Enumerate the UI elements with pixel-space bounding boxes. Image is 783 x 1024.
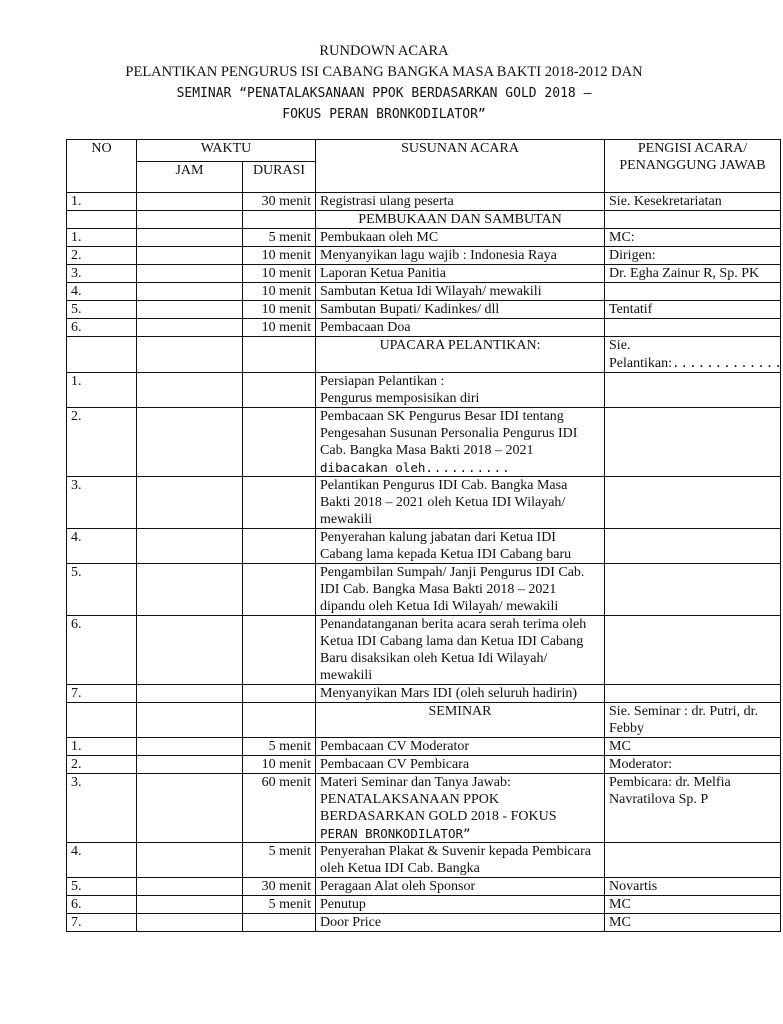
title-line-2: PELANTIKAN PENGURUS ISI CABANG BANGKA MASA BAKTI 2018-2012 DAN [125, 64, 643, 80]
row-jam [137, 193, 243, 211]
row-acara: Registrasi ulang peserta [316, 193, 605, 211]
row-durasi [243, 373, 316, 408]
title-line-1: RUNDOWN ACARA [319, 43, 449, 59]
row-jam [137, 738, 243, 756]
row-durasi: 10 menit [243, 319, 316, 337]
row-acara: Penandatanganan berita acara serah terima oleh Ketua IDI Cabang lama dan Ketua IDI Cabang Baru disaksikan oleh Ketua Idi Wilayah/ mewakili [316, 616, 605, 685]
table-row [67, 301, 781, 319]
table-row [67, 193, 781, 211]
row-acara: Laporan Ketua Panitia [316, 265, 605, 283]
section-pengisi: Sie. Seminar : dr. Putri, dr. Febby [605, 703, 781, 738]
table-row [67, 477, 781, 529]
row-pengisi: Sie. Kesekretariatan [605, 193, 781, 211]
row-durasi: 60 menit [243, 774, 316, 843]
row-durasi: 10 menit [243, 265, 316, 283]
row-acara: Pengambilan Sumpah/ Janji Pengurus IDI Cab. IDI Cab. Bangka Masa Bakti 2018 – 2021 dipandu oleh Ketua Idi Wilayah/ mewakili [316, 564, 605, 616]
row-jam [137, 896, 243, 914]
row-pengisi: Dirigen: [605, 247, 781, 265]
table-row [67, 247, 781, 265]
row-jam [137, 408, 243, 477]
section-title: UPACARA PELANTIKAN: [316, 337, 605, 373]
row-acara-tail: dibacakan oleh [320, 460, 426, 475]
row-no: 4. [67, 283, 137, 301]
row-acara: Sambutan Ketua Idi Wilayah/ mewakili [316, 283, 605, 301]
col-durasi: DURASI [243, 162, 316, 193]
row-durasi [243, 914, 316, 932]
col-waktu: WAKTU [137, 140, 316, 162]
row-jam [137, 229, 243, 247]
row-no: 5. [67, 564, 137, 616]
row-no: 7. [67, 685, 137, 703]
row-no: 5. [67, 301, 137, 319]
table-row [67, 738, 781, 756]
row-jam [137, 373, 243, 408]
row-durasi [243, 529, 316, 564]
table-row [67, 878, 781, 896]
row-pengisi [605, 616, 781, 685]
row-no: 2. [67, 756, 137, 774]
row-no: 3. [67, 477, 137, 529]
row-acara: Menyanyikan Mars IDI (oleh seluruh hadirin) [316, 685, 605, 703]
row-no: 4. [67, 843, 137, 878]
row-jam [137, 616, 243, 685]
row-jam [137, 529, 243, 564]
row-durasi: 30 menit [243, 193, 316, 211]
row-no: 3. [67, 774, 137, 843]
row-jam [137, 685, 243, 703]
row-durasi: 5 menit [243, 896, 316, 914]
row-pengisi [605, 319, 781, 337]
row-no: 6. [67, 319, 137, 337]
row-no: 2. [67, 247, 137, 265]
row-jam [137, 265, 243, 283]
row-no: 2. [67, 408, 137, 477]
section-row-pelantikan [67, 337, 781, 373]
row-acara: Peragaan Alat oleh Sponsor [316, 878, 605, 896]
row-acara: Pelantikan Pengurus IDI Cab. Bangka Masa Bakti 2018 – 2021 oleh Ketua IDI Wilayah/ mewakili [316, 477, 605, 529]
row-acara: Pembacaan CV Moderator [316, 738, 605, 756]
row-acara: Penutup [316, 896, 605, 914]
table-row [67, 265, 781, 283]
row-acara: Penyerahan Plakat & Suvenir kepada Pembicara oleh Ketua IDI Cab. Bangka [316, 843, 605, 878]
row-acara-text: Pembacaan SK Pengurus Besar IDI tentang Pengesahan Susunan Personalia Pengurus IDI Cab. Bangka Masa Bakti 2018 – 2021 [320, 409, 578, 458]
row-no: 3. [67, 265, 137, 283]
row-pengisi: Dr. Egha Zainur R, Sp. PK [605, 265, 781, 283]
col-pengisi: PENGISI ACARA/ PENANGGUNG JAWAB [605, 140, 781, 193]
row-no: 5. [67, 878, 137, 896]
table-row [67, 896, 781, 914]
row-durasi: 5 menit [243, 738, 316, 756]
row-pengisi [605, 283, 781, 301]
row-pengisi: Novartis [605, 878, 781, 896]
section-pengisi [605, 337, 781, 373]
row-pengisi: MC [605, 896, 781, 914]
table-row [67, 229, 781, 247]
row-durasi [243, 408, 316, 477]
col-no: NO [67, 140, 137, 193]
row-jam [137, 301, 243, 319]
row-acara: Pembukaan oleh MC [316, 229, 605, 247]
row-jam [137, 247, 243, 265]
row-no: 1. [67, 373, 137, 408]
row-acara: Penyerahan kalung jabatan dari Ketua IDI Cabang lama kepada Ketua IDI Cabang baru [316, 529, 605, 564]
table-row [67, 408, 781, 477]
row-pengisi [605, 477, 781, 529]
table-row [67, 283, 781, 301]
table-row [67, 616, 781, 685]
row-pengisi: Moderator: [605, 756, 781, 774]
row-jam [137, 319, 243, 337]
row-acara-dots: .......... [425, 460, 511, 475]
row-durasi: 10 menit [243, 247, 316, 265]
row-jam [137, 283, 243, 301]
row-pengisi: MC: [605, 229, 781, 247]
table-row [67, 914, 781, 932]
title-line-3: SEMINAR “PENATALAKSANAAN PPOK BERDASARKAN GOLD 2018 – [176, 86, 592, 101]
row-jam [137, 878, 243, 896]
row-acara-line: PERAN BRONKODILATOR” [320, 826, 471, 841]
table-row [67, 843, 781, 878]
row-pengisi: Pembicara: dr. Melfia Navratilova Sp. P [605, 774, 781, 843]
section-row-pembukaan [67, 211, 781, 229]
row-acara: Menyanyikan lagu wajib : Indonesia Raya [316, 247, 605, 265]
header-row [67, 140, 781, 162]
row-durasi: 10 menit [243, 283, 316, 301]
col-susunan: SUSUNAN ACARA [316, 140, 605, 193]
row-jam [137, 756, 243, 774]
row-no: 1. [67, 193, 137, 211]
row-no: 1. [67, 229, 137, 247]
row-jam [137, 477, 243, 529]
col-jam: JAM [137, 162, 243, 193]
row-pengisi [605, 843, 781, 878]
row-pengisi [605, 529, 781, 564]
row-jam [137, 843, 243, 878]
section-row-seminar [67, 703, 781, 738]
row-acara [316, 373, 605, 408]
row-acara-line: Pengurus memposisikan diri [320, 391, 480, 406]
row-no: 1. [67, 738, 137, 756]
row-acara: Sambutan Bupati/ Kadinkes/ dll [316, 301, 605, 319]
row-pengisi: Tentatif [605, 301, 781, 319]
table-row [67, 564, 781, 616]
row-no: 6. [67, 616, 137, 685]
row-durasi [243, 616, 316, 685]
section-pengisi [605, 211, 781, 229]
row-acara-line: PENATALAKSANAAN PPOK BERDASARKAN GOLD 2018 - FOKUS [320, 792, 557, 824]
row-jam [137, 564, 243, 616]
row-acara: Pembacaan Doa [316, 319, 605, 337]
row-pengisi [605, 408, 781, 477]
row-durasi: 5 menit [243, 229, 316, 247]
section-pengisi-label: Sie. Pelantikan: [609, 338, 673, 371]
section-title: PEMBUKAAN DAN SAMBUTAN [316, 211, 605, 229]
row-durasi [243, 685, 316, 703]
row-acara-line: Persiapan Pelantikan : [320, 374, 445, 389]
rundown-table [66, 139, 781, 932]
row-acara: Pembacaan CV Pembicara [316, 756, 605, 774]
row-acara: Door Price [316, 914, 605, 932]
row-pengisi [605, 564, 781, 616]
section-pengisi-dots: ............. [672, 355, 783, 370]
row-durasi: 30 menit [243, 878, 316, 896]
row-no: 7. [67, 914, 137, 932]
row-durasi: 10 menit [243, 756, 316, 774]
row-durasi: 10 menit [243, 301, 316, 319]
row-pengisi [605, 685, 781, 703]
document-title [0, 41, 768, 125]
section-title: SEMINAR [316, 703, 605, 738]
row-jam [137, 914, 243, 932]
row-pengisi [605, 373, 781, 408]
table-row [67, 319, 781, 337]
table-row [67, 529, 781, 564]
row-acara-line: Materi Seminar dan Tanya Jawab: [320, 775, 511, 790]
row-pengisi: MC [605, 738, 781, 756]
row-durasi [243, 564, 316, 616]
table-row [67, 756, 781, 774]
row-no: 4. [67, 529, 137, 564]
row-acara [316, 408, 605, 477]
row-pengisi: MC [605, 914, 781, 932]
row-acara [316, 774, 605, 843]
table-row [67, 373, 781, 408]
table-row [67, 685, 781, 703]
row-durasi [243, 477, 316, 529]
table-row [67, 774, 781, 843]
row-jam [137, 774, 243, 843]
row-durasi: 5 menit [243, 843, 316, 878]
row-no: 6. [67, 896, 137, 914]
title-line-4: FOKUS PERAN BRONKODILATOR” [282, 107, 486, 122]
